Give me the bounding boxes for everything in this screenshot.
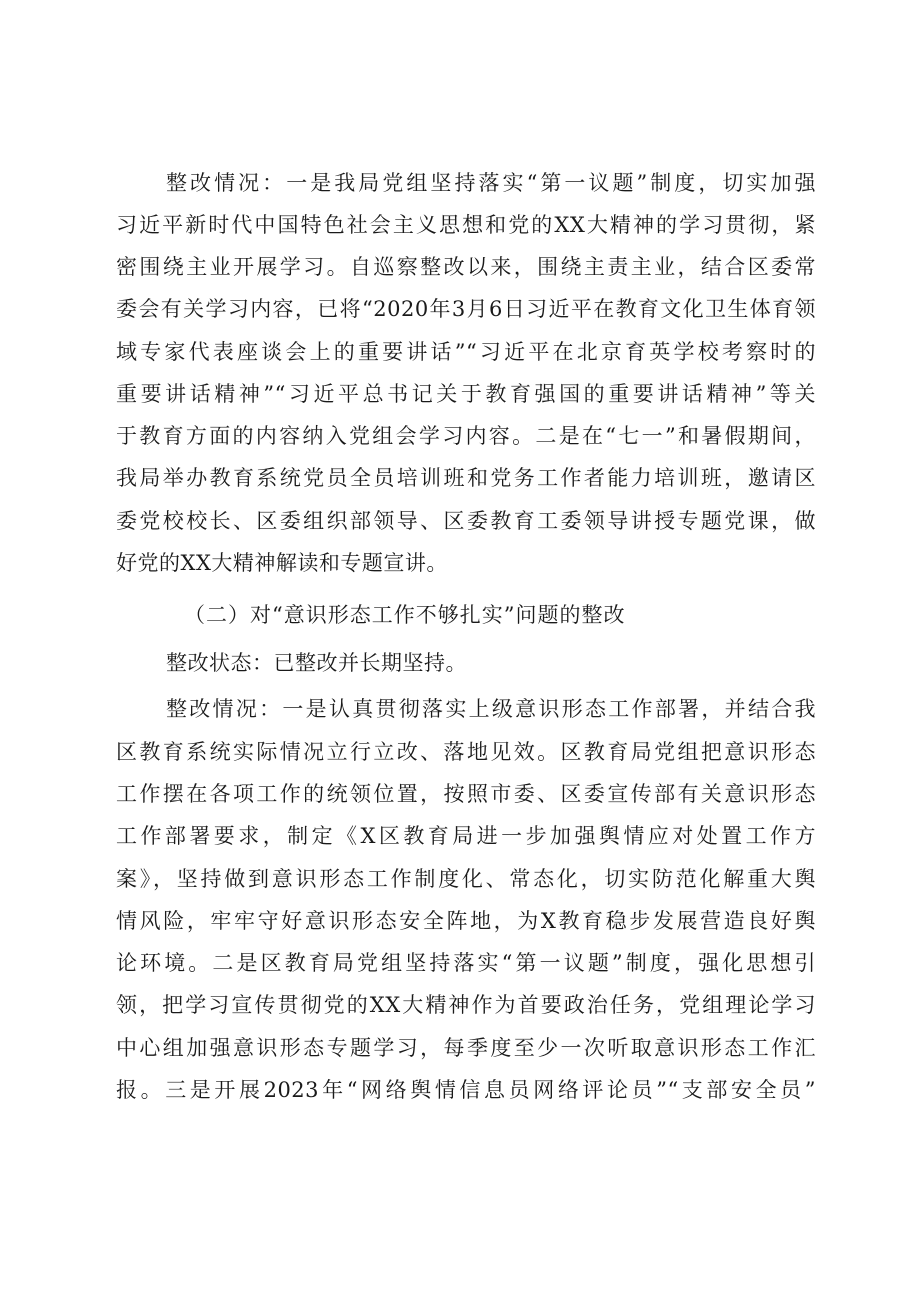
- paragraph-line: 论环境。二是区教育局党组坚持落实“第一议题”制度，强化思想引: [116, 951, 816, 975]
- paragraph-line: 密围绕主业开展学习。自巡察整改以来，围绕主责主业，结合区委常: [116, 255, 816, 279]
- paragraph-line: 我局举办教育系统党员全员培训班和党务工作者能力培训班，邀请区: [116, 466, 816, 490]
- paragraph-line: 区教育系统实际情况立行立改、落地见效。区教育局党组把意识形态: [116, 740, 816, 764]
- paragraph-line: 中心组加强意识形态专题学习，每季度至少一次听取意识形态工作汇: [116, 1036, 816, 1060]
- status-line: 整改状态：已整改并长期坚持。: [166, 651, 467, 675]
- paragraph-line: 整改情况：一是我局党组坚持落实“第一议题”制度，切实加强: [166, 171, 816, 195]
- paragraph-line: 领，把学习宣传贯彻党的XX大精神作为首要政治任务，党组理论学习: [116, 993, 816, 1017]
- paragraph-line: 整改情况：一是认真贯彻落实上级意识形态工作部署，并结合我: [166, 697, 816, 721]
- paragraph-line: 情风险，牢牢守好意识形态安全阵地，为X教育稳步发展营造良好舆: [116, 909, 816, 933]
- paragraph-line: 习近平新时代中国特色社会主义思想和党的XX大精神的学习贯彻，紧: [116, 213, 816, 237]
- section-heading: （二）对“意识形态工作不够扎实”问题的整改: [184, 603, 626, 627]
- paragraph-line: 域专家代表座谈会上的重要讲话”“习近平在北京育英学校考察时的: [116, 340, 816, 364]
- paragraph-line: 好党的XX大精神解读和专题宣讲。: [116, 551, 448, 575]
- paragraph-line: 委党校校长、区委组织部领导、区委教育工委领导讲授专题党课，做: [116, 509, 816, 533]
- paragraph-line: 工作部署要求，制定《X区教育局进一步加强舆情应对处置工作方: [116, 824, 816, 848]
- paragraph-line: 工作摆在各项工作的统领位置，按照市委、区委宣传部有关意识形态: [116, 782, 816, 806]
- paragraph-line: 报。三是开展2023年“网络舆情信息员网络评论员”“支部安全员”: [116, 1078, 816, 1102]
- paragraph-line: 案》，坚持做到意识形态工作制度化、常态化，切实防范化解重大舆: [116, 867, 816, 891]
- paragraph-line: 于教育方面的内容纳入党组会学习内容。二是在“七一”和暑假期间，: [116, 424, 816, 448]
- paragraph-line: 重要讲话精神”“习近平总书记关于教育强国的重要讲话精神”等关: [116, 382, 816, 406]
- paragraph-line: 委会有关学习内容，已将“2020年3月6日习近平在教育文化卫生体育领: [116, 297, 816, 321]
